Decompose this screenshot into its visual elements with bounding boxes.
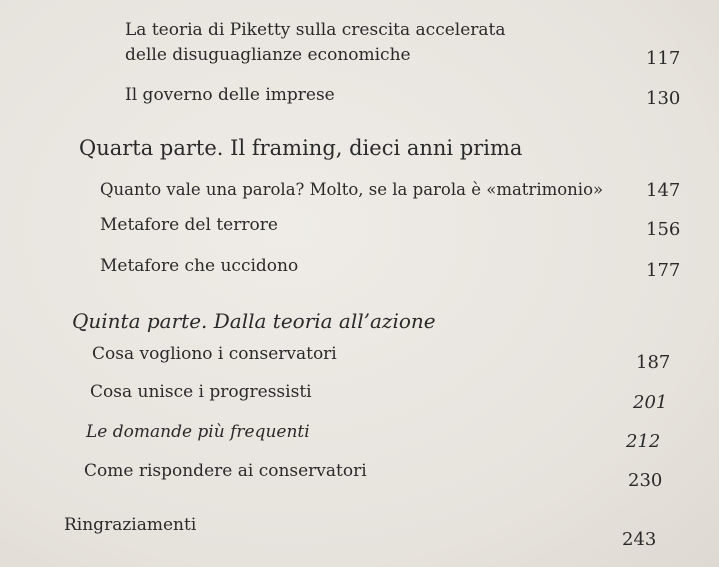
toc-entry-matrimonio: Quanto vale una parola? Molto, se la parola è «matrimonio»	[100, 180, 604, 199]
toc-page-number: 130	[646, 88, 681, 109]
toc-page-number: 177	[646, 260, 681, 281]
part-heading-quarta: Quarta parte. Il framing, dieci anni prima	[79, 136, 523, 160]
toc-entry-governo: Il governo delle imprese	[125, 85, 335, 105]
toc-entry-progressisti: Cosa unisce i progressisti	[90, 382, 312, 402]
toc-entry-ringraziamenti: Ringraziamenti	[64, 515, 197, 535]
toc-entry-uccidono: Metafore che uccidono	[100, 256, 299, 276]
toc-entry-domande: Le domande più frequenti	[86, 422, 310, 442]
toc-page-number: 201	[633, 392, 668, 413]
toc-page-number: 243	[622, 529, 657, 550]
toc-entry-piketty-line2: delle disuguaglianze economiche	[125, 45, 411, 65]
toc-entry-conservatori: Cosa vogliono i conservatori	[92, 344, 337, 364]
toc-page-number: 156	[646, 219, 681, 240]
toc-page-number: 230	[628, 470, 663, 491]
toc-page-number: 147	[646, 180, 681, 201]
toc-entry-rispondere: Come rispondere ai conservatori	[84, 461, 367, 481]
toc-page-number: 117	[646, 48, 681, 69]
toc-entry-terrore: Metafore del terrore	[100, 215, 278, 235]
toc-page-number: 187	[636, 352, 671, 373]
part-heading-quinta: Quinta parte. Dalla teoria all’azione	[72, 309, 436, 333]
toc-entry-piketty-line1: La teoria di Piketty sulla crescita accelerata	[125, 20, 506, 40]
toc-page-number: 212	[626, 431, 661, 452]
